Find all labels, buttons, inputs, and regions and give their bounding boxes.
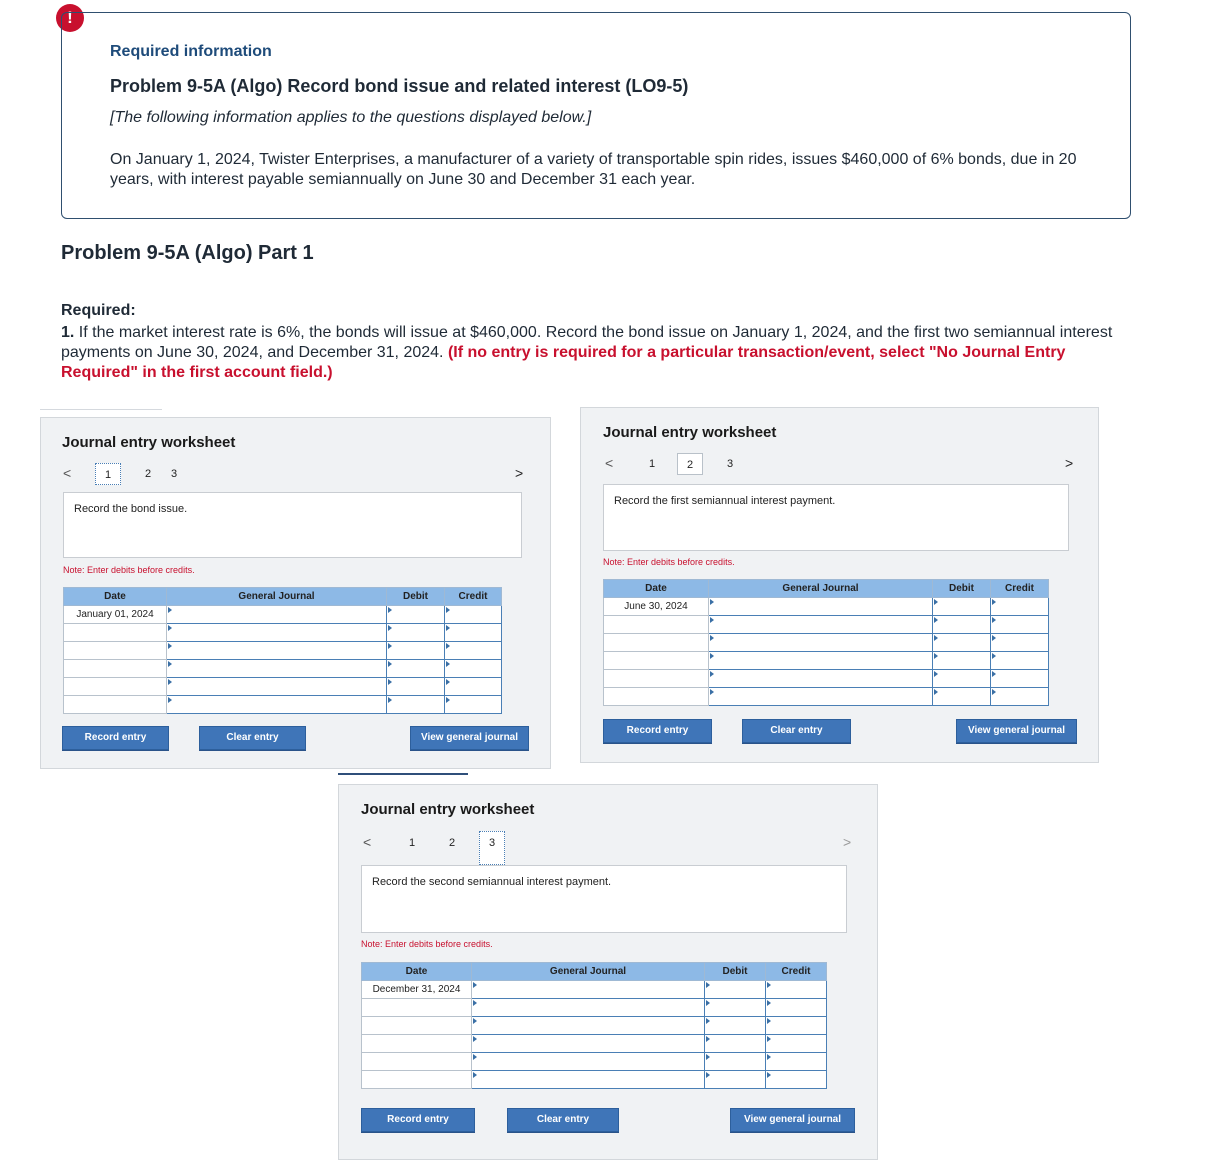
account-input[interactable] bbox=[709, 598, 933, 616]
required-label: Required: bbox=[61, 302, 136, 319]
journal-table bbox=[63, 587, 502, 714]
account-input[interactable] bbox=[167, 642, 387, 660]
date-cell bbox=[604, 616, 709, 634]
credit-input[interactable] bbox=[991, 634, 1049, 652]
column-header-credit: Credit bbox=[991, 580, 1049, 598]
table-row bbox=[362, 1017, 827, 1035]
credit-input[interactable] bbox=[991, 598, 1049, 616]
table-row bbox=[64, 696, 502, 714]
journal-table bbox=[603, 579, 1049, 706]
record-entry-button[interactable]: Record entry bbox=[62, 726, 169, 750]
debit-input[interactable] bbox=[705, 981, 766, 999]
view-general-journal-button[interactable]: View general journal bbox=[410, 726, 529, 750]
column-header-general-journal: General Journal bbox=[167, 588, 387, 606]
debit-input[interactable] bbox=[705, 1017, 766, 1035]
journal-table bbox=[361, 962, 827, 1089]
account-input[interactable] bbox=[709, 688, 933, 706]
worksheet-pagination bbox=[603, 453, 1078, 475]
date-cell bbox=[64, 678, 167, 696]
table-row bbox=[604, 598, 1049, 616]
date-cell: December 31, 2024 bbox=[362, 981, 472, 999]
column-header-date: Date bbox=[64, 588, 167, 606]
table-row bbox=[362, 1071, 827, 1089]
debit-input[interactable] bbox=[933, 634, 991, 652]
requirement-number: 1. bbox=[61, 324, 75, 341]
account-input[interactable] bbox=[167, 660, 387, 678]
part-title: Problem 9-5A (Algo) Part 1 bbox=[61, 242, 314, 264]
account-input[interactable] bbox=[709, 616, 933, 634]
account-input[interactable] bbox=[709, 634, 933, 652]
credit-input[interactable] bbox=[445, 696, 502, 714]
column-header-credit: Credit bbox=[445, 588, 502, 606]
divider bbox=[338, 773, 468, 775]
requirement-body: If the market interest rate is 6%, the bonds will issue at $460,000. Record the bond issue on January 1, 2024, and the first two semiannual interest payments on June 30, 2024, and December 31, 2024. bbox=[61, 324, 1113, 361]
page-tab-3[interactable]: 3 bbox=[726, 458, 734, 470]
view-general-journal-button[interactable]: View general journal bbox=[730, 1108, 855, 1132]
debit-input[interactable] bbox=[933, 670, 991, 688]
view-general-journal-button[interactable]: View general journal bbox=[956, 719, 1077, 743]
credit-input[interactable] bbox=[445, 642, 502, 660]
journal-worksheet-2 bbox=[580, 407, 1099, 763]
clear-entry-button[interactable]: Clear entry bbox=[742, 719, 851, 743]
account-input[interactable] bbox=[167, 606, 387, 624]
credit-input[interactable] bbox=[766, 999, 827, 1017]
debit-input[interactable] bbox=[705, 999, 766, 1017]
debit-input[interactable] bbox=[387, 606, 445, 624]
page-tab-3[interactable]: 3 bbox=[479, 831, 505, 865]
debit-input[interactable] bbox=[387, 642, 445, 660]
column-header-general-journal: General Journal bbox=[709, 580, 933, 598]
account-input[interactable] bbox=[472, 1071, 705, 1089]
worksheet-prompt: Record the bond issue. bbox=[63, 492, 522, 558]
page-tab-2[interactable]: 2 bbox=[448, 837, 456, 849]
account-input[interactable] bbox=[472, 999, 705, 1017]
worksheet-title: Journal entry worksheet bbox=[603, 424, 777, 441]
date-cell bbox=[362, 999, 472, 1017]
date-cell: June 30, 2024 bbox=[604, 598, 709, 616]
date-cell bbox=[362, 1071, 472, 1089]
worksheet-title: Journal entry worksheet bbox=[361, 801, 535, 818]
worksheet-title: Journal entry worksheet bbox=[62, 434, 236, 451]
credit-input[interactable] bbox=[766, 1035, 827, 1053]
table-row bbox=[64, 678, 502, 696]
column-header-general-journal: General Journal bbox=[472, 963, 705, 981]
credit-input[interactable] bbox=[991, 688, 1049, 706]
prev-page-icon[interactable]: < bbox=[363, 834, 372, 850]
account-input[interactable] bbox=[472, 1017, 705, 1035]
entry-note: Note: Enter debits before credits. bbox=[603, 557, 735, 567]
debit-input[interactable] bbox=[705, 1035, 766, 1053]
credit-input[interactable] bbox=[991, 652, 1049, 670]
problem-description: On January 1, 2024, Twister Enterprises, a manufacturer of a variety of transportable spin rides, issues $460,000 of 6% bonds, due in 20 years, with interest payable semiannually on June 30 and December 31 each year. bbox=[110, 151, 1077, 188]
account-input[interactable] bbox=[472, 981, 705, 999]
page-tab-1[interactable]: 1 bbox=[648, 458, 656, 470]
record-entry-button[interactable]: Record entry bbox=[603, 719, 712, 743]
divider bbox=[40, 409, 162, 410]
table-row bbox=[604, 652, 1049, 670]
journal-worksheet-1 bbox=[40, 417, 551, 769]
worksheet-pagination bbox=[361, 832, 856, 854]
account-input[interactable] bbox=[709, 670, 933, 688]
prev-page-icon[interactable]: < bbox=[605, 455, 614, 471]
credit-input[interactable] bbox=[766, 1017, 827, 1035]
date-cell bbox=[604, 670, 709, 688]
credit-input[interactable] bbox=[445, 678, 502, 696]
account-input[interactable] bbox=[167, 678, 387, 696]
credit-input[interactable] bbox=[445, 660, 502, 678]
record-entry-button[interactable]: Record entry bbox=[361, 1108, 475, 1132]
date-cell bbox=[64, 642, 167, 660]
date-cell bbox=[64, 624, 167, 642]
info-heading: Required information bbox=[110, 43, 272, 60]
next-page-icon[interactable]: > bbox=[1065, 455, 1074, 471]
info-note: [The following information applies to the questions displayed below.] bbox=[110, 109, 592, 126]
date-cell bbox=[604, 688, 709, 706]
column-header-debit: Debit bbox=[705, 963, 766, 981]
page-tab-1[interactable]: 1 bbox=[95, 463, 121, 485]
table-row bbox=[362, 999, 827, 1017]
requirement-instruction: (If no entry is required for a particular transaction/event, select "No Journal Entry Required" in the first account field.) bbox=[61, 344, 1066, 381]
worksheet-prompt: Record the first semiannual interest payment. bbox=[603, 484, 1069, 551]
column-header-debit: Debit bbox=[387, 588, 445, 606]
page-tab-2[interactable]: 2 bbox=[144, 468, 152, 480]
date-cell bbox=[362, 1017, 472, 1035]
worksheet-pagination bbox=[63, 463, 533, 485]
table-row bbox=[362, 1035, 827, 1053]
debit-input[interactable] bbox=[387, 660, 445, 678]
table-row bbox=[604, 670, 1049, 688]
date-cell bbox=[604, 634, 709, 652]
date-cell bbox=[64, 660, 167, 678]
table-row bbox=[362, 981, 827, 999]
table-row bbox=[64, 624, 502, 642]
required-information-box bbox=[61, 12, 1131, 219]
account-input[interactable] bbox=[472, 1053, 705, 1071]
clear-entry-button[interactable]: Clear entry bbox=[199, 726, 306, 750]
account-input[interactable] bbox=[167, 624, 387, 642]
credit-input[interactable] bbox=[766, 1053, 827, 1071]
next-page-icon[interactable]: > bbox=[843, 834, 852, 850]
debit-input[interactable] bbox=[933, 616, 991, 634]
entry-note: Note: Enter debits before credits. bbox=[361, 939, 493, 949]
alert-icon: ! bbox=[56, 4, 84, 32]
date-cell bbox=[362, 1053, 472, 1071]
table-row bbox=[604, 688, 1049, 706]
debit-input[interactable] bbox=[933, 598, 991, 616]
worksheet-prompt: Record the second semiannual interest payment. bbox=[361, 865, 847, 933]
credit-input[interactable] bbox=[991, 616, 1049, 634]
debit-input[interactable] bbox=[387, 678, 445, 696]
table-row bbox=[64, 606, 502, 624]
table-row bbox=[64, 642, 502, 660]
next-page-icon[interactable]: > bbox=[515, 465, 524, 481]
column-header-credit: Credit bbox=[766, 963, 827, 981]
column-header-date: Date bbox=[362, 963, 472, 981]
debit-input[interactable] bbox=[705, 1071, 766, 1089]
debit-input[interactable] bbox=[933, 652, 991, 670]
debit-input[interactable] bbox=[387, 696, 445, 714]
table-row bbox=[362, 1053, 827, 1071]
credit-input[interactable] bbox=[766, 1071, 827, 1089]
debit-input[interactable] bbox=[705, 1053, 766, 1071]
credit-input[interactable] bbox=[766, 981, 827, 999]
column-header-debit: Debit bbox=[933, 580, 991, 598]
required-text bbox=[61, 323, 1141, 383]
page-tab-2[interactable]: 2 bbox=[677, 453, 703, 475]
date-cell: January 01, 2024 bbox=[64, 606, 167, 624]
credit-input[interactable] bbox=[445, 606, 502, 624]
account-input[interactable] bbox=[709, 652, 933, 670]
table-row bbox=[604, 634, 1049, 652]
problem-title: Problem 9-5A (Algo) Record bond issue and related interest (LO9-5) bbox=[110, 76, 689, 96]
clear-entry-button[interactable]: Clear entry bbox=[507, 1108, 619, 1132]
column-header-date: Date bbox=[604, 580, 709, 598]
table-row bbox=[604, 616, 1049, 634]
credit-input[interactable] bbox=[445, 624, 502, 642]
credit-input[interactable] bbox=[991, 670, 1049, 688]
entry-note: Note: Enter debits before credits. bbox=[63, 565, 195, 575]
page-tab-1[interactable]: 1 bbox=[408, 837, 416, 849]
date-cell bbox=[604, 652, 709, 670]
table-row bbox=[64, 660, 502, 678]
account-input[interactable] bbox=[472, 1035, 705, 1053]
debit-input[interactable] bbox=[933, 688, 991, 706]
journal-worksheet-3 bbox=[338, 784, 878, 1160]
debit-input[interactable] bbox=[387, 624, 445, 642]
page-tab-3[interactable]: 3 bbox=[170, 468, 178, 480]
date-cell bbox=[64, 696, 167, 714]
date-cell bbox=[362, 1035, 472, 1053]
account-input[interactable] bbox=[167, 696, 387, 714]
prev-page-icon[interactable]: < bbox=[63, 465, 72, 481]
